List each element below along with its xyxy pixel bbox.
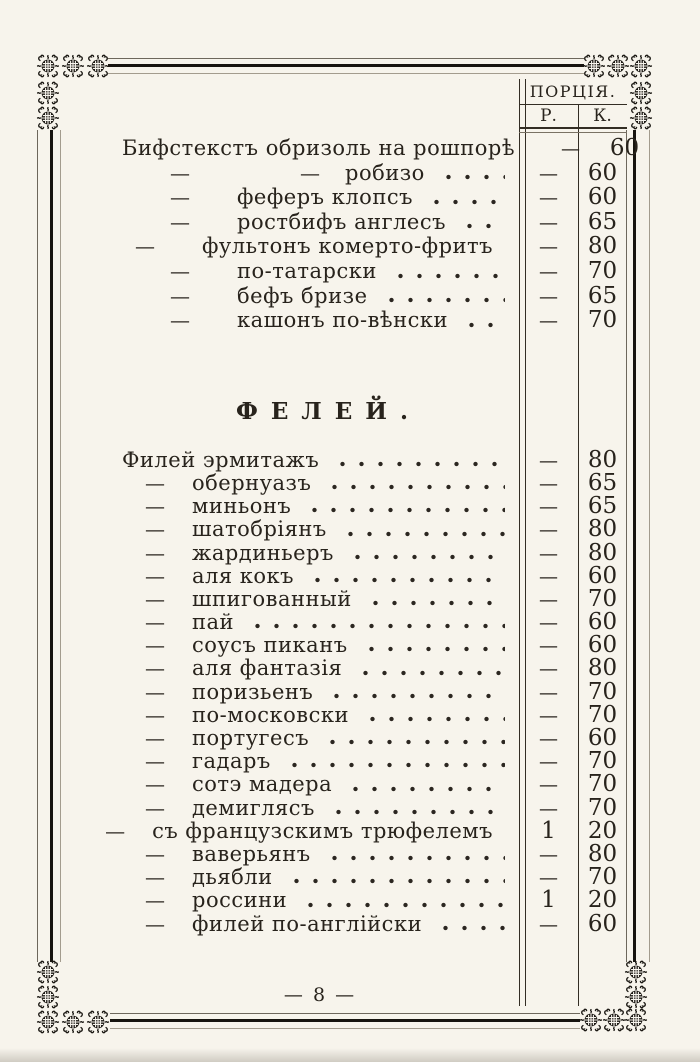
ditto-dash: — — [145, 586, 165, 611]
rosette-ornament-icon — [36, 1010, 60, 1034]
dot-leader — [344, 785, 505, 793]
item-name: россини — [192, 888, 288, 913]
border-rule — [50, 130, 53, 962]
price-rubles: — — [539, 612, 558, 635]
price-rubles: — — [539, 211, 558, 234]
price-rubles: — — [539, 913, 558, 936]
item-name: сотэ мадера — [192, 772, 333, 797]
menu-item-row — [60, 308, 627, 333]
menu-section — [60, 135, 640, 334]
menu-item-row — [60, 866, 627, 889]
price-rubles: — — [539, 472, 558, 495]
ditto-dash: — — [145, 841, 165, 866]
item-name: ростбифъ англесъ — [237, 209, 446, 234]
price-kopecks: 80 — [587, 840, 618, 867]
price-kopecks: 80 — [587, 233, 618, 260]
price-rubles: — — [539, 496, 558, 519]
ditto-dash: — — [145, 795, 165, 820]
border-rule — [37, 130, 38, 962]
border-rule — [108, 64, 584, 67]
dot-leader — [354, 669, 505, 677]
price-rubles: — — [539, 260, 558, 283]
ditto-dash: — — [170, 283, 190, 308]
price-kopecks: 80 — [587, 655, 618, 682]
dot-leader — [339, 530, 505, 538]
section-heading: ФЕЛЕЙ. — [236, 397, 421, 425]
ditto-dash: — — [170, 209, 190, 234]
price-rubles: — — [539, 797, 558, 820]
rosette-ornament-icon — [582, 54, 606, 78]
menu-item-row — [60, 910, 627, 937]
item-name: шпигованный — [192, 586, 352, 611]
item-name: бефъ бризе — [237, 283, 368, 308]
menu-item-row — [60, 750, 627, 773]
item-name: поризьенъ — [192, 679, 314, 704]
dot-leader — [323, 854, 505, 862]
item-name: жардиньеръ — [192, 540, 334, 565]
ditto-dash: — — [145, 656, 165, 681]
price-kopecks: 60 — [587, 632, 618, 659]
price-kopecks: 70 — [587, 257, 618, 284]
ditto-dash: — — [145, 772, 165, 797]
price-kopecks: 20 — [587, 817, 618, 844]
rosette-ornament-icon — [606, 54, 630, 78]
rosette-ornament-icon — [61, 1010, 85, 1034]
menu-item-row — [60, 773, 627, 796]
menu-item-row — [60, 161, 627, 186]
menu-item-row — [60, 657, 627, 680]
dot-leader — [283, 761, 505, 769]
item-name: по-татарски — [237, 258, 377, 283]
item-name: по-московски — [192, 702, 349, 727]
price-kopecks: 80 — [587, 539, 618, 566]
menu-item-row — [60, 446, 627, 473]
border-rule — [110, 1028, 580, 1029]
dot-leader — [331, 460, 505, 468]
rosette-ornament-icon — [61, 54, 85, 78]
ditto-dash: — — [170, 185, 190, 210]
price-rubles: — — [539, 449, 558, 472]
dot-leader — [458, 222, 505, 230]
border-rule — [110, 1019, 580, 1022]
rosette-ornament-icon — [629, 106, 653, 130]
item-name: обернуазъ — [192, 470, 312, 495]
price-kopecks: 65 — [587, 282, 618, 309]
dot-leader — [389, 272, 505, 280]
rosette-ornament-icon — [629, 54, 653, 78]
price-kopecks: 70 — [587, 701, 618, 728]
rosette-ornament-icon — [602, 1008, 626, 1032]
rosette-ornament-icon — [624, 960, 648, 984]
border-rule — [110, 1013, 580, 1014]
price-rubles: — — [539, 681, 558, 704]
ditto-dash: — — [145, 865, 165, 890]
price-kopecks: 60 — [587, 562, 618, 589]
item-name: съ французскимъ трюфелемъ — [152, 818, 493, 843]
ditto-dash: — — [145, 911, 165, 936]
ditto-dash: — — [145, 517, 165, 542]
dot-leader — [325, 692, 505, 700]
price-rubles: — — [539, 728, 558, 750]
item-name: соусъ пиканъ — [192, 633, 348, 658]
rosette-ornament-icon — [36, 81, 60, 105]
price-kopecks: 80 — [587, 446, 618, 473]
menu-item-row — [60, 840, 627, 867]
price-rubles: — — [539, 310, 558, 333]
price-rubles: — — [539, 565, 558, 588]
price-rubles: 1 — [541, 887, 556, 914]
item-name: пай — [192, 610, 235, 635]
dot-leader — [380, 296, 505, 304]
price-rubles: 1 — [541, 817, 556, 844]
menu-item-row — [60, 794, 627, 821]
price-header-rule — [519, 127, 627, 129]
rosette-ornament-icon — [86, 54, 110, 78]
price-rubles: — — [539, 843, 558, 866]
price-rubles: — — [539, 751, 558, 774]
price-kopecks: 60 — [587, 159, 618, 186]
rosette-ornament-icon — [36, 960, 60, 984]
dot-leader — [299, 901, 505, 909]
rosette-ornament-icon — [629, 81, 653, 105]
item-name: Бифстекстъ обризоль на рошпорѣ — [122, 136, 516, 160]
ditto-dash: — — [170, 258, 190, 283]
price-rubles: — — [539, 774, 558, 797]
price-kopecks: 60 — [609, 135, 640, 161]
price-kopecks: 60 — [587, 609, 618, 636]
menu-item-row — [60, 634, 627, 657]
page-number: — 8 — — [283, 984, 357, 1006]
menu-item-row — [60, 585, 627, 612]
price-rubles: — — [539, 519, 558, 542]
rosette-ornament-icon — [624, 1008, 648, 1032]
kopecks-column-header: К. — [593, 106, 612, 126]
menu-item-row — [60, 185, 627, 210]
menu-item-row — [60, 284, 627, 309]
price-kopecks: 70 — [587, 794, 618, 821]
item-name: шатобріянъ — [192, 517, 327, 542]
dot-leader — [346, 553, 505, 561]
ditto-dash: — — [145, 679, 165, 704]
dot-leader — [360, 645, 505, 653]
ditto-dash: — — [145, 888, 165, 913]
menu-item-row — [60, 817, 627, 844]
price-rubles: — — [539, 635, 558, 658]
dot-leader — [306, 576, 505, 584]
menu-item-row — [60, 539, 627, 566]
border-rule — [633, 130, 636, 962]
dot-leader — [323, 483, 505, 491]
item-name: Филей эрмитажъ — [122, 447, 320, 472]
dot-leader — [434, 924, 505, 932]
dot-leader — [327, 808, 505, 816]
border-rule — [649, 130, 650, 962]
ditto-dash: — — [145, 563, 165, 588]
price-kopecks: 70 — [587, 307, 618, 334]
ditto-dash: — — [145, 540, 165, 565]
dot-leader — [364, 599, 505, 607]
price-kopecks: 65 — [587, 469, 618, 496]
menu-item-row — [60, 210, 627, 235]
ditto-dash: — — [145, 610, 165, 635]
ditto-dash: — — [170, 160, 190, 185]
price-rubles: — — [539, 867, 558, 890]
price-header-rule — [519, 132, 627, 133]
menu-item-row — [60, 678, 627, 705]
price-kopecks: 70 — [587, 771, 618, 798]
price-rubles: — — [561, 138, 581, 160]
ditto-dash: — — [170, 308, 190, 333]
dot-leader — [285, 877, 505, 885]
menu-item-row — [60, 727, 627, 750]
rubles-column-header: Р. — [540, 106, 557, 126]
dot-leader — [321, 738, 505, 746]
rosette-ornament-icon — [36, 106, 60, 130]
item-name: робизо — [345, 160, 425, 185]
price-kopecks: 80 — [587, 516, 618, 543]
dot-leader — [425, 198, 505, 206]
price-header-rule — [519, 104, 627, 105]
price-rubles: — — [539, 236, 558, 259]
price-rubles: — — [539, 588, 558, 611]
dot-leader — [437, 173, 505, 181]
item-name: дьябли — [192, 865, 273, 890]
ditto-dash: — — [145, 494, 165, 519]
menu-sections — [60, 135, 640, 937]
menu-item-row — [60, 495, 627, 518]
ditto-dash: — — [300, 160, 320, 185]
price-kopecks: 20 — [587, 887, 618, 914]
ditto-dash: — — [105, 818, 126, 843]
price-kopecks: 60 — [587, 184, 618, 211]
price-kopecks: 70 — [587, 678, 618, 705]
price-rubles: — — [539, 704, 558, 727]
price-kopecks: 70 — [587, 864, 618, 891]
price-rubles: — — [539, 542, 558, 565]
dot-leader — [246, 622, 505, 630]
ditto-dash: — — [145, 470, 165, 495]
ditto-dash: — — [145, 633, 165, 658]
border-rule — [108, 58, 584, 59]
item-name: феферъ клопсъ — [237, 185, 413, 210]
price-kopecks: 60 — [587, 725, 618, 751]
menu-item-row — [60, 518, 627, 541]
item-name: филей по-англійски — [192, 911, 423, 936]
item-name: кашонъ по-вѣнски — [237, 308, 448, 333]
price-kopecks: 70 — [587, 585, 618, 612]
menu-item-row — [60, 259, 627, 284]
menu-item-row — [60, 701, 627, 728]
menu-item-row — [60, 469, 627, 496]
menu-item-row — [60, 889, 627, 912]
item-name: гадаръ — [192, 749, 271, 774]
menu-item-row — [60, 135, 640, 161]
rosette-ornament-icon — [36, 54, 60, 78]
item-name: аля кокъ — [192, 563, 295, 588]
item-name: демиглясъ — [192, 795, 315, 820]
dot-leader — [361, 715, 505, 723]
menu-item-row — [60, 562, 627, 589]
item-name: ваверьянъ — [192, 841, 311, 866]
price-rubles: — — [539, 187, 558, 210]
rosette-ornament-icon — [86, 1010, 110, 1034]
ditto-dash: — — [145, 702, 165, 727]
dot-leader — [303, 506, 505, 514]
item-name: фультонъ комерто-фритъ — [201, 234, 493, 259]
menu-item-row — [60, 611, 627, 634]
price-kopecks: 65 — [587, 493, 618, 520]
rosette-ornament-icon — [579, 1008, 603, 1032]
price-rubles: — — [539, 285, 558, 308]
price-rubles: — — [539, 658, 558, 681]
border-rule — [108, 73, 584, 74]
ditto-dash: — — [145, 726, 165, 750]
menu-section — [60, 396, 627, 936]
price-kopecks: 60 — [587, 910, 618, 937]
ditto-dash: — — [145, 749, 165, 774]
item-name: аля фантазія — [192, 656, 343, 681]
item-name: португесъ — [192, 726, 310, 750]
price-table-title: ПОРЦІЯ. — [529, 82, 617, 101]
item-name: миньонъ — [192, 494, 292, 519]
menu-item-row — [60, 234, 627, 259]
price-kopecks: 70 — [587, 748, 618, 775]
dot-leader — [460, 321, 505, 329]
price-kopecks: 65 — [587, 208, 618, 235]
ditto-dash: — — [134, 234, 155, 259]
price-rubles: — — [539, 162, 558, 185]
